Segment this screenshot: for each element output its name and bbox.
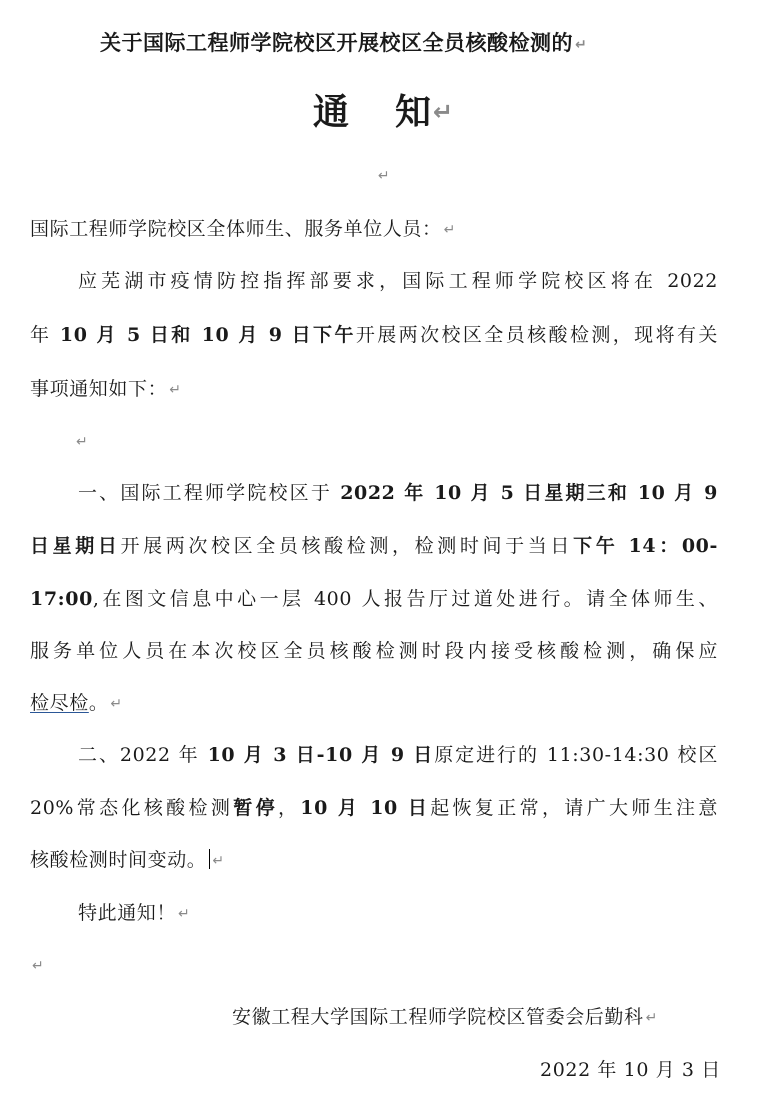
item1-line-1: 一、国际工程师学院校区于 2022 年 10 月 5 日星期三和 10 月 9 (78, 482, 718, 504)
item1-line-2: 日星期日开展两次校区全员核酸检测，检测时间于当日下午 14：00- (30, 535, 718, 557)
paragraph-mark-icon: ↵ (575, 37, 588, 53)
paragraph-mark-icon: ↵ (32, 958, 45, 974)
item2-line-2: 20%常态化核酸检测暂停，10 月 10 日起恢复正常，请广大师生注意 (30, 797, 718, 819)
text-cursor (209, 849, 210, 869)
paragraph-mark-icon: ↵ (169, 382, 182, 398)
empty-paragraph (30, 952, 730, 979)
signature-organization: 安徽工程大学国际工程师学院校区管委会后勤科 ↵ (232, 1006, 658, 1028)
signature-date: 2022 年 10 月 3 日 (540, 1059, 721, 1081)
closing-line: 特此通知！ ↵ (78, 902, 191, 924)
empty-paragraph (74, 428, 766, 455)
paragraph-mark-icon: ↵ (443, 222, 456, 238)
item1-line-3: 17:00,在图文信息中心一层 400 人报告厅过道处进行。请全体师生、 (30, 588, 718, 610)
salutation: 国际工程师学院校区全体师生、服务单位人员： ↵ (30, 218, 456, 240)
notice-title-line-2: 通 知↵ (312, 91, 454, 133)
notice-title-line-1: 关于国际工程师学院校区开展校区全员核酸检测的 ↵ (100, 30, 588, 55)
paragraph-mark-icon: ↵ (432, 98, 454, 126)
paragraph-mark-icon: ↵ (178, 906, 191, 922)
empty-paragraph (0, 162, 766, 189)
paragraph-mark-icon: ↵ (110, 696, 123, 712)
item1-line-5: 检尽检。 ↵ (30, 692, 123, 714)
item1-line-4: 服务单位人员在本次校区全员核酸检测时段内接受核酸检测，确保应 (30, 640, 718, 662)
checked-word: 检尽检 (30, 692, 89, 714)
intro-line-3: 事项通知如下： ↵ (30, 378, 182, 400)
item2-line-1: 二、2022 年 10 月 3 日-10 月 9 日原定进行的 11:30-14:30 校区 (78, 744, 718, 766)
paragraph-mark-icon: ↵ (645, 1010, 658, 1026)
item2-line-3: 核酸检测时间变动。 ↵ (30, 849, 225, 871)
paragraph-mark-icon: ↵ (212, 853, 225, 869)
intro-line-2: 年 10 月 5 日和 10 月 9 日下午开展两次校区全员核酸检测，现将有关 (30, 324, 719, 346)
paragraph-mark-icon: ↵ (76, 434, 89, 450)
intro-line-1: 应芜湖市疫情防控指挥部要求，国际工程师学院校区将在 2022 (78, 270, 718, 292)
paragraph-mark-icon: ↵ (377, 168, 391, 184)
